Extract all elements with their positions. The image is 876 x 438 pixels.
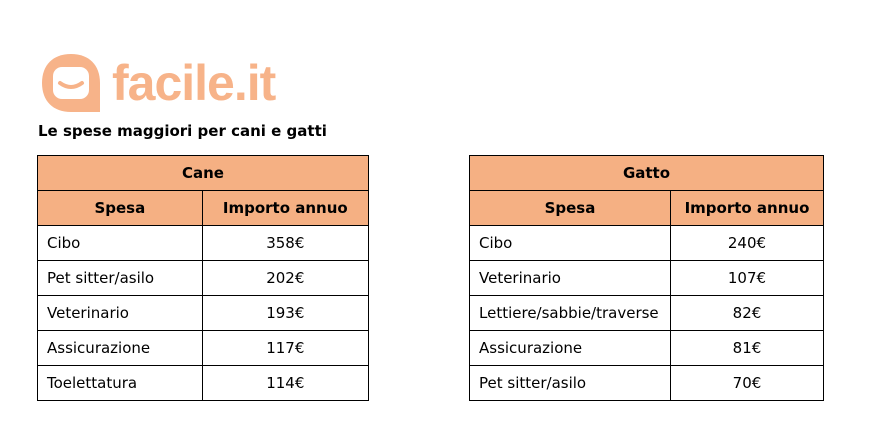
table-row xyxy=(470,226,824,261)
table-row xyxy=(38,366,369,401)
expense-name: Cibo xyxy=(470,226,671,261)
expense-name: Pet sitter/asilo xyxy=(38,261,203,296)
speech-bubble-smile-icon xyxy=(38,50,104,116)
expense-amount: 114€ xyxy=(202,366,368,401)
table-title: Cane xyxy=(38,156,369,191)
expense-name: Veterinario xyxy=(470,261,671,296)
table-row xyxy=(38,296,369,331)
expense-amount: 358€ xyxy=(202,226,368,261)
column-header-importo: Importo annuo xyxy=(202,191,368,226)
table-row xyxy=(38,226,369,261)
expense-amount: 193€ xyxy=(202,296,368,331)
expense-amount: 107€ xyxy=(670,261,823,296)
expense-amount: 81€ xyxy=(670,331,823,366)
page-subtitle: Le spese maggiori per cani e gatti xyxy=(38,122,327,140)
facile-logo xyxy=(38,48,275,118)
logo-wordmark: facile.it xyxy=(112,55,276,111)
table-row xyxy=(38,261,369,296)
column-header-importo: Importo annuo xyxy=(670,191,823,226)
table-title: Gatto xyxy=(470,156,824,191)
table-row xyxy=(470,366,824,401)
table-row xyxy=(470,261,824,296)
column-header-spesa: Spesa xyxy=(470,191,671,226)
expense-name: Toelettatura xyxy=(38,366,203,401)
expense-name: Veterinario xyxy=(38,296,203,331)
expense-amount: 202€ xyxy=(202,261,368,296)
table-row xyxy=(470,331,824,366)
expense-name: Cibo xyxy=(38,226,203,261)
expense-amount: 240€ xyxy=(670,226,823,261)
expense-name: Pet sitter/asilo xyxy=(470,366,671,401)
expense-amount: 117€ xyxy=(202,331,368,366)
expense-name: Assicurazione xyxy=(470,331,671,366)
expense-amount: 70€ xyxy=(670,366,823,401)
dog-expenses-table xyxy=(37,155,369,401)
expense-name: Assicurazione xyxy=(38,331,203,366)
table-row xyxy=(38,331,369,366)
table-row xyxy=(470,296,824,331)
expense-amount: 82€ xyxy=(670,296,823,331)
expense-name: Lettiere/sabbie/traverse xyxy=(470,296,671,331)
column-header-spesa: Spesa xyxy=(38,191,203,226)
cat-expenses-table xyxy=(469,155,824,401)
